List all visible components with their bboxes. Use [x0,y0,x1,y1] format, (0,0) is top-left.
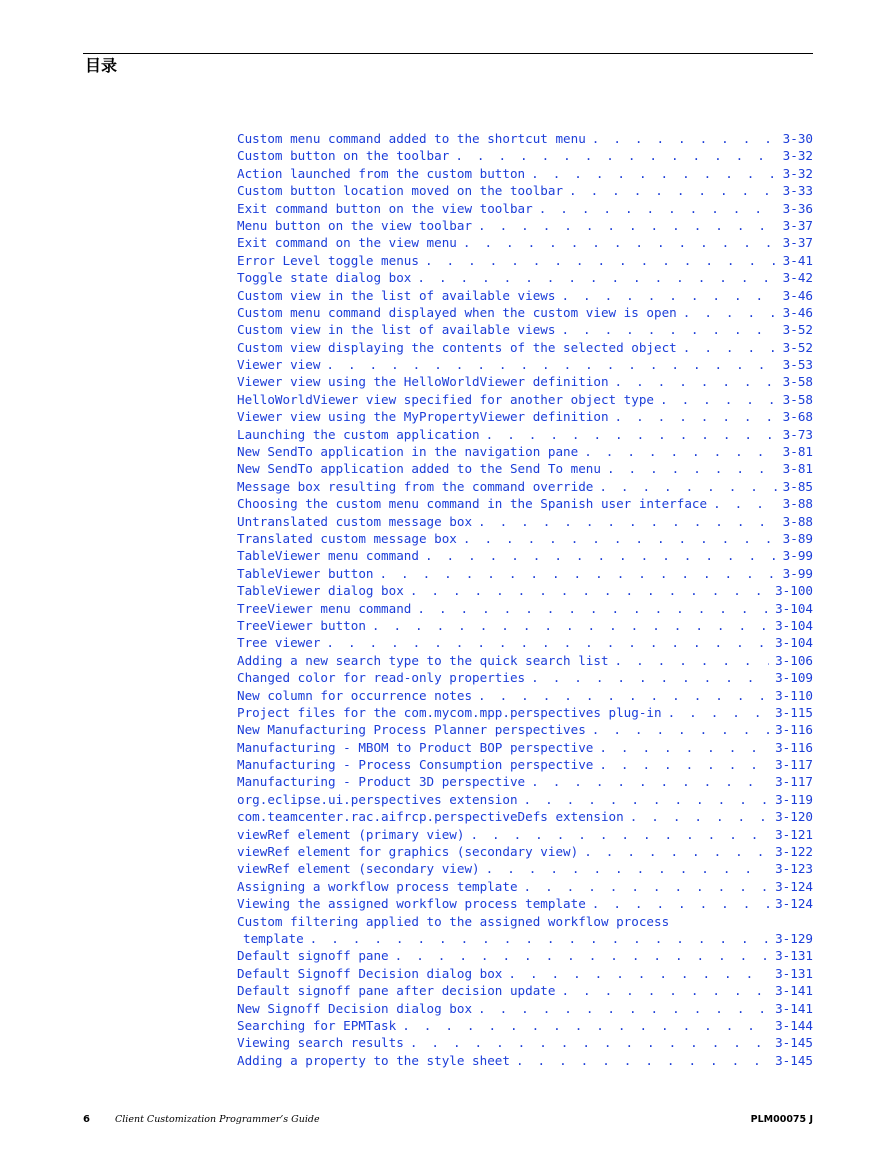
toc-entry-label: Searching for EPMTask [237,1017,397,1033]
toc-dot-leader [683,305,777,320]
toc-dot-leader [584,844,769,859]
toc-entry[interactable] [237,166,813,183]
toc-entry-page: 3-99 [782,565,813,581]
toc-entry[interactable] [237,774,813,791]
toc-entry-label: New SendTo application added to the Send To menu [237,461,601,477]
toc-dot-leader [561,322,776,337]
toc-entry[interactable] [237,479,813,496]
toc-dot-leader [425,548,777,563]
toc-entry[interactable] [237,1035,813,1052]
toc-entry-label: Launching the custom application [237,426,480,442]
toc-entry-label: Custom menu command added to the shortcut menu [237,131,586,146]
toc-entry-page: 3-46 [782,304,813,320]
toc-entry-label: HelloWorldViewer view specified for another object type [237,391,655,407]
toc-entry[interactable] [237,322,813,339]
toc-entry-page: 3-100 [775,583,813,599]
toc-entry-page: 3-121 [775,826,813,842]
toc-entry-label: Viewing search results [237,1035,404,1051]
toc-entry-label: Manufacturing - MBOM to Product BOP perspective [237,739,594,755]
toc-entry-page: 3-42 [782,270,813,286]
toc-entry-page: 3-124 [775,878,813,894]
toc-entry[interactable] [237,548,813,565]
toc-entry[interactable] [237,566,813,583]
toc-entry[interactable] [237,427,813,444]
toc-dot-leader [455,148,776,163]
toc-dot-leader [615,409,777,424]
toc-dot-leader [561,983,769,998]
toc-entry-label: Action launched from the custom button [237,165,526,181]
toc-dot-leader [478,514,777,529]
toc-entry[interactable] [237,948,813,965]
toc-entry-label: Viewer view [237,357,321,373]
toc-entry-label: TreeViewer button [237,617,366,633]
toc-entry[interactable] [237,653,813,670]
toc-entry-page: 3-129 [775,930,813,946]
toc-dot-leader [660,392,777,407]
toc-entry-page: 3-109 [775,670,813,686]
toc-entry-page: 3-120 [775,809,813,825]
toc-entry-page: 3-131 [775,965,813,981]
toc-entry-label: Changed color for read-only properties [237,670,526,686]
toc-entry[interactable] [237,235,813,252]
toc-entry-page: 3-81 [782,444,813,460]
toc-entry-page: 3-53 [782,357,813,373]
toc-entry-page: 3-89 [782,530,813,546]
toc-entry[interactable] [237,618,813,635]
toc-entry-page: 3-88 [782,513,813,529]
toc-entry-page: 3-104 [775,617,813,633]
toc-entry-label: TableViewer menu command [237,548,419,564]
toc-entry-page: 3-81 [782,461,813,477]
toc-dot-leader [599,479,776,494]
toc-entry-label: New Signoff Decision dialog box [237,1000,473,1016]
toc-entry-label: TableViewer button [237,565,374,581]
toc-entry[interactable] [237,792,813,809]
toc-dot-leader [486,427,777,442]
toc-entry-page: 3-141 [775,1000,813,1016]
toc-dot-leader [470,827,769,842]
toc-entry[interactable] [237,288,813,305]
toc-entry-page: 3-110 [775,687,813,703]
toc-entry[interactable] [237,183,813,200]
footer-doc-code: PLM00075 J [750,1114,813,1125]
toc-dot-leader [615,374,777,389]
toc-entry-page: 3-68 [782,409,813,425]
toc-dot-leader [592,896,769,911]
toc-entry[interactable] [237,148,813,165]
toc-dot-leader [326,357,776,372]
toc-dot-leader [683,340,777,355]
toc-entry-label: Project files for the com.mycom.mpp.perspectives plug-in [237,704,662,720]
toc-entry[interactable] [237,270,813,287]
toc-entry-page: 3-36 [782,200,813,216]
toc-entry[interactable] [237,305,813,322]
toc-dot-leader [417,601,769,616]
toc-dot-leader [326,635,769,650]
toc-entry-label: Default signoff pane [237,948,389,964]
toc-dot-leader [524,879,770,894]
toc-entry-label: Message box resulting from the command override [237,478,594,494]
toc-entry[interactable] [237,218,813,235]
toc-entry-page: 3-144 [775,1017,813,1033]
toc-entry-page: 3-117 [775,774,813,790]
toc-entry[interactable] [237,1053,813,1070]
toc-entry-label: Assigning a workflow process template [237,878,518,894]
toc-entry-label: Viewer view using the HelloWorldViewer definition [237,374,609,390]
toc-entry[interactable] [237,514,813,531]
toc-entry-page: 3-52 [782,339,813,355]
toc-entry[interactable] [237,409,813,426]
toc-entry-label: Translated custom message box [237,530,457,546]
toc-entry-label: TreeViewer menu command [237,600,412,616]
toc-entry-page: 3-123 [775,861,813,877]
toc-entry-page: 3-124 [775,896,813,912]
toc-entry[interactable] [237,722,813,739]
toc-dot-leader [531,774,769,789]
toc-entry-label: com.teamcenter.rac.aifrcp.perspectiveDefs extension [237,809,624,825]
toc-entry-page: 3-37 [782,217,813,233]
toc-entry-label: Custom view displaying the contents of the selected object [237,339,677,355]
toc-dot-leader [478,218,777,233]
toc-dot-leader [463,531,777,546]
footer-page-number: 6 [83,1114,90,1125]
toc-entry[interactable] [237,253,813,270]
toc-entry-label: org.eclipse.ui.perspectives extension [237,791,518,807]
toc-entry[interactable] [237,861,813,878]
toc-entry-page: 3-88 [782,496,813,512]
page-title: 目录 [85,56,118,75]
toc-entry-label: Custom view in the list of available views [237,287,556,303]
toc-dot-leader [539,201,777,216]
toc-entry-label: viewRef element for graphics (secondary view) [237,844,579,860]
toc-entry[interactable] [237,374,813,391]
toc-dot-leader [508,966,769,981]
toc-entry-page: 3-30 [782,131,813,146]
toc-dot-leader [592,131,777,146]
toc-entry[interactable] [237,827,813,844]
toc-dot-leader [402,1018,769,1033]
toc-dot-leader [478,688,769,703]
toc-dot-leader [395,948,769,963]
toc-entry-page: 3-104 [775,635,813,651]
toc-entry-page: 3-106 [775,652,813,668]
toc-entry[interactable] [237,879,813,896]
toc-dot-leader [410,1035,769,1050]
toc-entry-label: New Manufacturing Process Planner perspectives [237,722,586,738]
toc-entry[interactable] [237,1018,813,1035]
toc-entry-page: 3-104 [775,600,813,616]
toc-entry-page: 3-41 [782,252,813,268]
toc-entry-page: 3-116 [775,722,813,738]
toc-dot-leader [516,1053,769,1068]
toc-entry-page: 3-85 [782,478,813,494]
toc-entry-page: 3-58 [782,374,813,390]
toc-entry-page: 3-52 [782,322,813,338]
toc-entry-label: Untranslated custom message box [237,513,473,529]
toc-entry[interactable] [237,392,813,409]
toc-entry-label: New SendTo application in the navigation pane [237,444,579,460]
toc-entry-page: 3-46 [782,287,813,303]
toc-dot-leader [425,253,777,268]
toc-dot-leader [569,183,777,198]
toc-entry-page: 3-131 [775,948,813,964]
toc-dot-leader [599,757,769,772]
toc-entry-label: Adding a new search type to the quick search list [237,652,609,668]
toc-entry-label: Exit command on the view menu [237,235,457,251]
toc-entry-page: 3-119 [775,791,813,807]
toc-entry-page: 3-32 [782,148,813,164]
toc-entry-page: 3-115 [775,704,813,720]
toc-dot-leader [599,740,769,755]
toc-dot-leader [524,792,770,807]
toc-entry-page: 3-117 [775,757,813,773]
toc-entry-label: Menu button on the view toolbar [237,217,473,233]
toc-dot-leader [630,809,769,824]
footer-book-title: Client Customization Programmer’s Guide [115,1114,320,1125]
toc-dot-leader [561,288,776,303]
toc-entry-label: Tree viewer [237,635,321,651]
toc-entry-label: Toggle state dialog box [237,270,412,286]
toc-dot-leader [668,705,769,720]
toc-dot-leader [372,618,769,633]
toc-dot-leader [417,270,776,285]
toc-entry[interactable] [237,740,813,757]
toc-dot-leader [713,496,777,511]
toc-entry-page: 3-145 [775,1052,813,1068]
toc-entry[interactable] [237,357,813,374]
toc-entry-label: Choosing the custom menu command in the Spanish user interface [237,496,708,512]
toc-entry[interactable] [237,340,813,357]
toc-dot-leader [531,166,777,181]
toc-dot-leader [486,861,769,876]
toc-entry-label: Custom view in the list of available views [237,322,556,338]
toc-entry-label: Viewing the assigned workflow process template [237,896,586,912]
toc-entry-page: 3-33 [782,183,813,199]
toc-dot-leader [463,235,777,250]
toc-entry[interactable] [237,461,813,478]
toc-entry[interactable] [237,635,813,652]
toc-entry-label: Custom button on the toolbar [237,148,450,164]
toc-entry[interactable] [237,914,813,931]
toc-entry-label: New column for occurrence notes [237,687,473,703]
toc-entry[interactable] [237,896,813,913]
toc-entry-page: 3-99 [782,548,813,564]
toc-dot-leader [607,461,777,476]
toc-entry-label: Default Signoff Decision dialog box [237,965,503,981]
toc-entry-label: Custom menu command displayed when the custom view is open [237,304,677,320]
toc-entry[interactable] [237,931,813,948]
toc-entry-label: template [243,930,304,946]
toc-entry-label: Custom button location moved on the toolbar [237,183,564,199]
toc-entry-label: Manufacturing - Process Consumption perspective [237,757,594,773]
toc-entry[interactable] [237,670,813,687]
toc-entry[interactable] [237,705,813,722]
toc-dot-leader [531,670,769,685]
toc-entry-page: 3-145 [775,1035,813,1051]
toc-entry[interactable] [237,757,813,774]
toc-entry[interactable] [237,809,813,826]
toc-entry-page: 3-122 [775,844,813,860]
table-of-contents [237,131,813,1070]
toc-entry-page: 3-73 [782,426,813,442]
toc-entry[interactable] [237,201,813,218]
toc-entry-label: Custom filtering applied to the assigned workflow process [237,913,670,929]
toc-dot-leader [379,566,776,581]
toc-entry-label: Viewer view using the MyPropertyViewer definition [237,409,609,425]
toc-dot-leader [410,583,769,598]
toc-entry-page: 3-32 [782,165,813,181]
toc-dot-leader [592,722,769,737]
header-rule [83,53,813,54]
toc-entry-page: 3-37 [782,235,813,251]
toc-dot-leader [478,1001,769,1016]
toc-entry-label: viewRef element (primary view) [237,826,465,842]
page-footer [83,1114,813,1128]
toc-entry[interactable] [237,583,813,600]
toc-entry-label: Manufacturing - Product 3D perspective [237,774,526,790]
toc-entry-label: Exit command button on the view toolbar [237,200,533,216]
toc-entry[interactable] [237,131,813,148]
toc-entry[interactable] [237,844,813,861]
toc-entry[interactable] [237,983,813,1000]
toc-entry[interactable] [237,966,813,983]
toc-entry-label: Adding a property to the style sheet [237,1052,510,1068]
toc-entry[interactable] [237,444,813,461]
toc-entry-label: Default signoff pane after decision update [237,983,556,999]
toc-entry[interactable] [237,688,813,705]
toc-entry-page: 3-58 [782,391,813,407]
toc-dot-leader [615,653,770,668]
toc-entry[interactable] [237,1001,813,1018]
toc-entry-label: Error Level toggle menus [237,252,419,268]
toc-entry-page: 3-141 [775,983,813,999]
toc-entry[interactable] [237,496,813,513]
toc-entry[interactable] [237,531,813,548]
toc-entry-label: viewRef element (secondary view) [237,861,480,877]
toc-entry-label: TableViewer dialog box [237,583,404,599]
toc-dot-leader [584,444,776,459]
toc-dot-leader [310,931,769,946]
toc-entry-page: 3-116 [775,739,813,755]
toc-entry[interactable] [237,601,813,618]
